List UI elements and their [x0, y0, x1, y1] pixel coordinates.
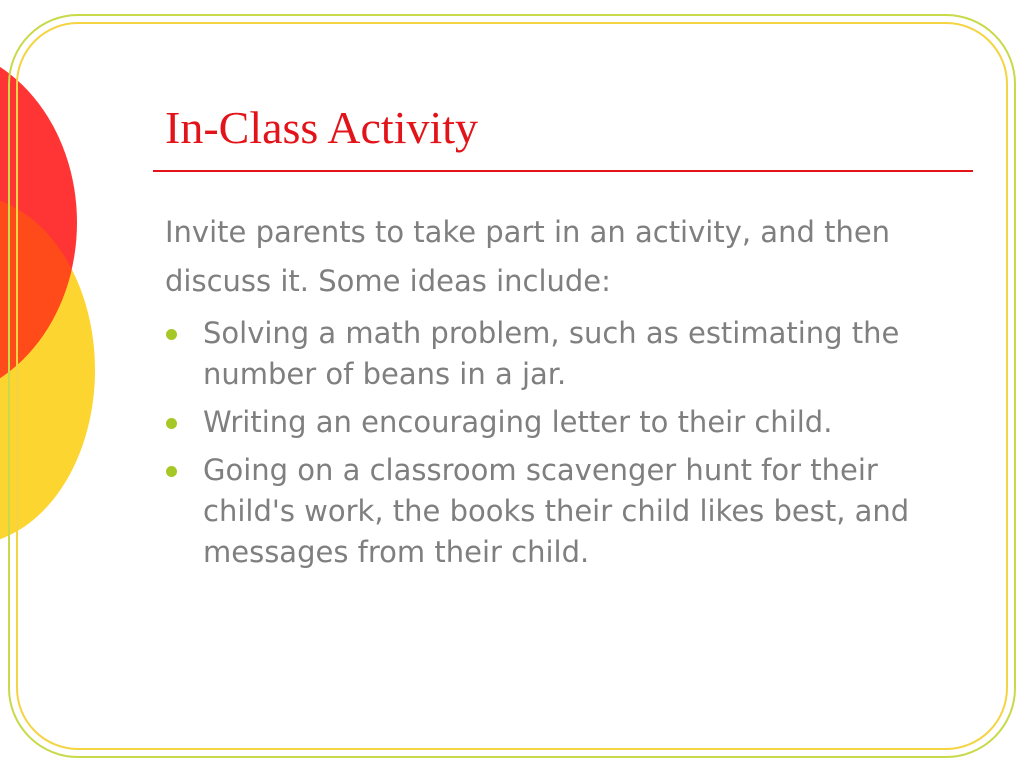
- title-underline: [153, 170, 973, 172]
- bullet-text: Going on a classroom scavenger hunt for their child's work, the books their child likes best, and messages from their child.: [203, 453, 910, 569]
- bullet-item: [165, 313, 975, 395]
- bullet-text: Writing an encouraging letter to their child.: [203, 405, 833, 439]
- bullet-list: [165, 313, 975, 573]
- bullet-text: Solving a math problem, such as estimating the number of beans in a jar.: [203, 316, 900, 391]
- bullet-dot-icon: [166, 466, 177, 477]
- slide-body: [165, 208, 975, 580]
- slide-title: In-Class Activity: [165, 102, 479, 153]
- bullet-item: [165, 402, 975, 443]
- bullet-item: [165, 450, 975, 573]
- intro-text: Invite parents to take part in an activity, and then discuss it. Some ideas include:: [165, 215, 891, 298]
- bullet-dot-icon: [166, 329, 177, 340]
- bullet-dot-icon: [166, 418, 177, 429]
